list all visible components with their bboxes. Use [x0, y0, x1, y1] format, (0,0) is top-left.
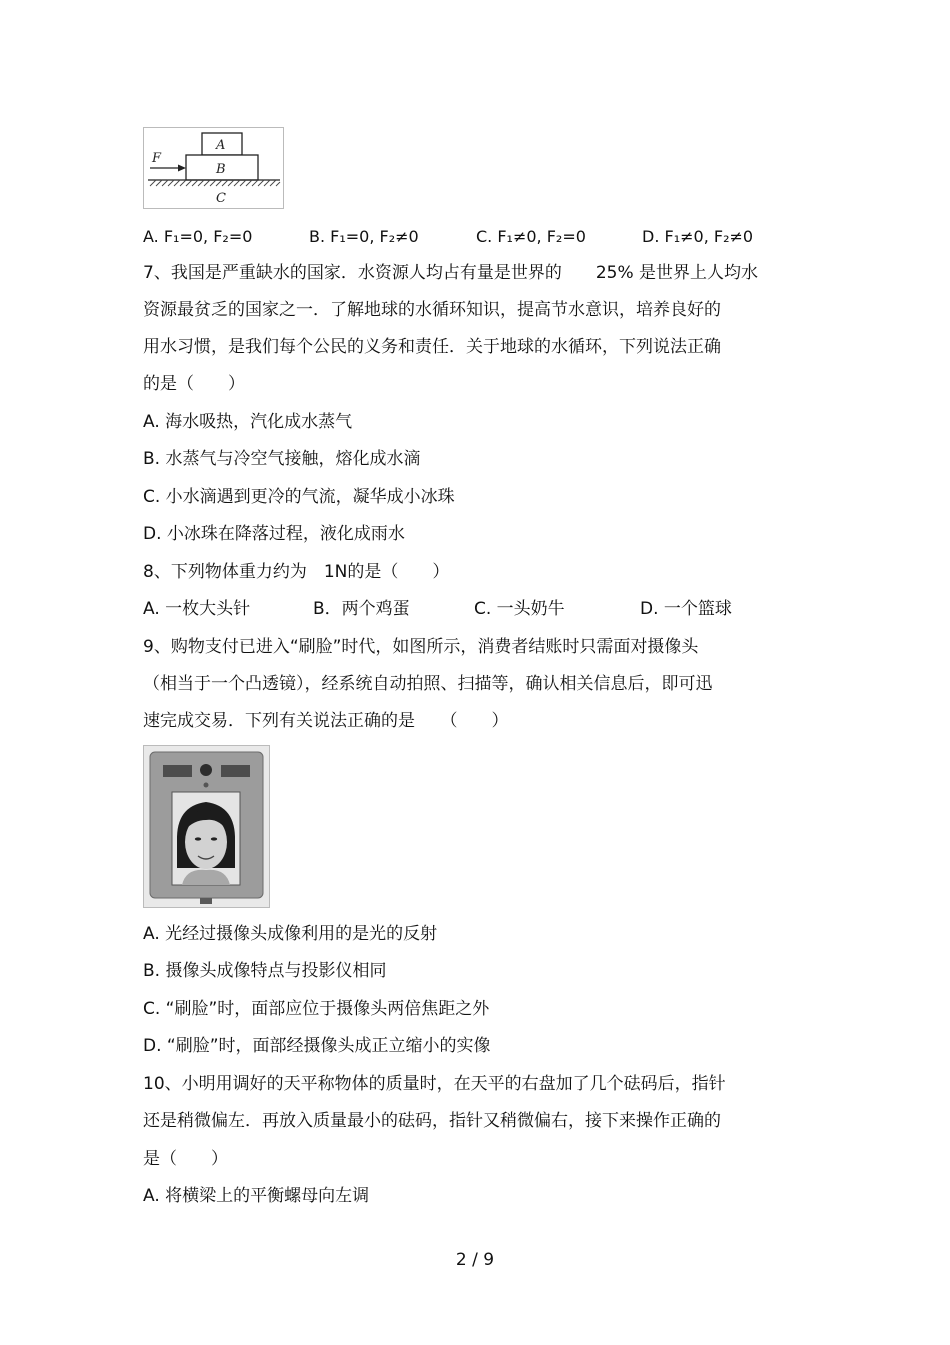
q10-stem-line-2: 还是稍微偏左．再放入质量最小的砝码，指针又稍微偏右，接下来操作正确的	[143, 1111, 721, 1131]
camera-lens-icon	[200, 764, 212, 776]
q7-option-a: A. 海水吸热，汽化成水蒸气	[143, 412, 353, 432]
q9-option-c: C. “刷脸”时，面部应位于摄像头两倍焦距之外	[143, 999, 490, 1019]
face-payment-device-figure	[143, 745, 270, 908]
q9-stem-line-1: 9、购物支付已进入“刷脸”时代，如图所示，消费者结账时只需面对摄像头	[143, 637, 699, 657]
block-diagram-figure	[143, 127, 284, 209]
q9-stem-line-3: 速完成交易．下列有关说法正确的是 （ ）	[143, 711, 509, 731]
q8-option-d: D. 一个篮球	[640, 599, 732, 619]
q6-option-c: C. F₁≠0, F₂=0	[476, 227, 586, 246]
label-f: F	[152, 151, 162, 166]
label-b: B	[216, 162, 226, 177]
q10-stem-line-3: 是（ ）	[143, 1149, 228, 1169]
page-number: 2 / 9	[455, 1250, 495, 1270]
q7-stem-line-1: 7、我国是严重缺水的国家．水资源人均占有量是世界的 25% 是世界上人均水	[143, 263, 759, 283]
q8-option-c: C. 一头奶牛	[474, 599, 565, 619]
block-diagram	[144, 128, 283, 208]
q7-option-c: C. 小水滴遇到更冷的气流，凝华成小冰珠	[143, 487, 455, 507]
q10-stem-line-1: 10、小明用调好的天平称物体的质量时，在天平的右盘加了几个砝码后，指针	[143, 1074, 726, 1094]
face-payment-device	[144, 746, 269, 907]
label-a: A	[216, 138, 226, 153]
label-c: C	[216, 191, 226, 206]
q7-option-b: B. 水蒸气与冷空气接触，熔化成水滴	[143, 449, 421, 469]
q7-stem-line-3: 用水习惯，是我们每个公民的义务和责任．关于地球的水循环，下列说法正确	[143, 337, 721, 357]
q8-option-a: A. 一枚大头针	[143, 599, 251, 619]
q9-option-a: A. 光经过摄像头成像利用的是光的反射	[143, 924, 438, 944]
q9-stem-line-2: （相当于一个凸透镜），经系统自动拍照、扫描等，确认相关信息后，即可迅	[143, 674, 713, 694]
q6-option-d: D. F₁≠0, F₂≠0	[642, 227, 754, 246]
q6-option-b: B. F₁=0, F₂≠0	[309, 227, 419, 246]
q6-option-a: A. F₁=0, F₂=0	[143, 227, 253, 246]
force-arrow-head	[178, 165, 186, 172]
device-left-slot	[163, 765, 192, 777]
ground-hatch	[150, 180, 280, 186]
q7-stem-line-2: 资源最贫乏的国家之一．了解地球的水循环知识，提高节水意识，培养良好的	[143, 300, 721, 320]
device-right-slot	[221, 765, 250, 777]
q9-option-b: B. 摄像头成像特点与投影仪相同	[143, 961, 387, 981]
q9-option-d: D. “刷脸”时，面部经摄像头成正立缩小的实像	[143, 1036, 491, 1056]
q8-stem: 8、下列物体重力约为 1N的是（ ）	[143, 562, 450, 582]
q7-option-d: D. 小冰珠在降落过程，液化成雨水	[143, 524, 405, 544]
q7-stem-line-4: 的是（ ）	[143, 374, 245, 394]
q8-option-b: B．两个鸡蛋	[313, 599, 410, 619]
q10-option-a: A. 将横梁上的平衡螺母向左调	[143, 1186, 370, 1206]
